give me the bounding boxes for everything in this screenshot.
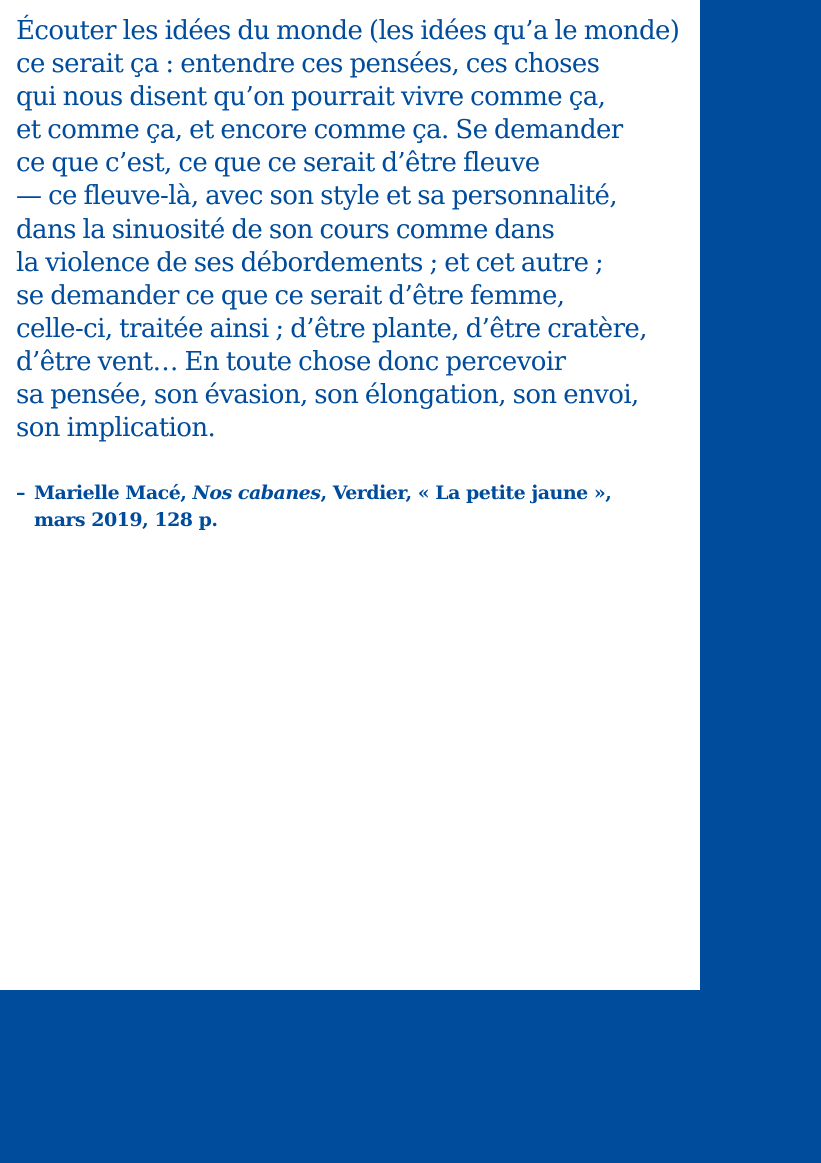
quote-line: son implication. xyxy=(16,413,216,444)
quote-line: sa pensée, son évasion, son élongation, son envoi, xyxy=(16,380,639,411)
quote-line: dans la sinuosité de son cours comme dans xyxy=(16,214,555,245)
quote-line: la violence de ses débordements ; et cet autre ; xyxy=(16,247,604,278)
quote-line: celle-ci, traitée ainsi ; d’être plante, d’être cratère, xyxy=(16,313,647,344)
citation-date: mars 2019, 128 p. xyxy=(34,509,218,531)
quote-line: se demander ce que ce serait d’être femme, xyxy=(16,280,565,311)
quote-line: Écouter les idées du monde (les idées qu’a le monde) xyxy=(16,16,680,46)
citation-title: Nos cabanes xyxy=(192,482,321,504)
citation xyxy=(16,480,676,534)
citation-line-1 xyxy=(16,480,676,507)
quote-line: ce serait ça : entendre ces pensées, ces choses xyxy=(16,49,600,80)
citation-author: Marielle Macé, xyxy=(34,482,193,504)
quote-line: d’être vent… En toute chose donc percevoir xyxy=(16,346,566,377)
citation-publisher: , Verdier, « La petite jaune », xyxy=(320,482,612,504)
citation-dash: – xyxy=(16,482,25,504)
citation-line-2 xyxy=(16,507,676,534)
quote-text xyxy=(16,15,696,445)
quote-line: — ce fleuve-là, avec son style et sa personnalité, xyxy=(16,181,617,212)
quote-line: qui nous disent qu’on pourrait vivre comme ça, xyxy=(16,82,606,113)
quote-line: ce que c’est, ce que ce serait d’être fleuve xyxy=(16,148,540,179)
quote-line: et comme ça, et encore comme ça. Se demander xyxy=(16,115,623,146)
